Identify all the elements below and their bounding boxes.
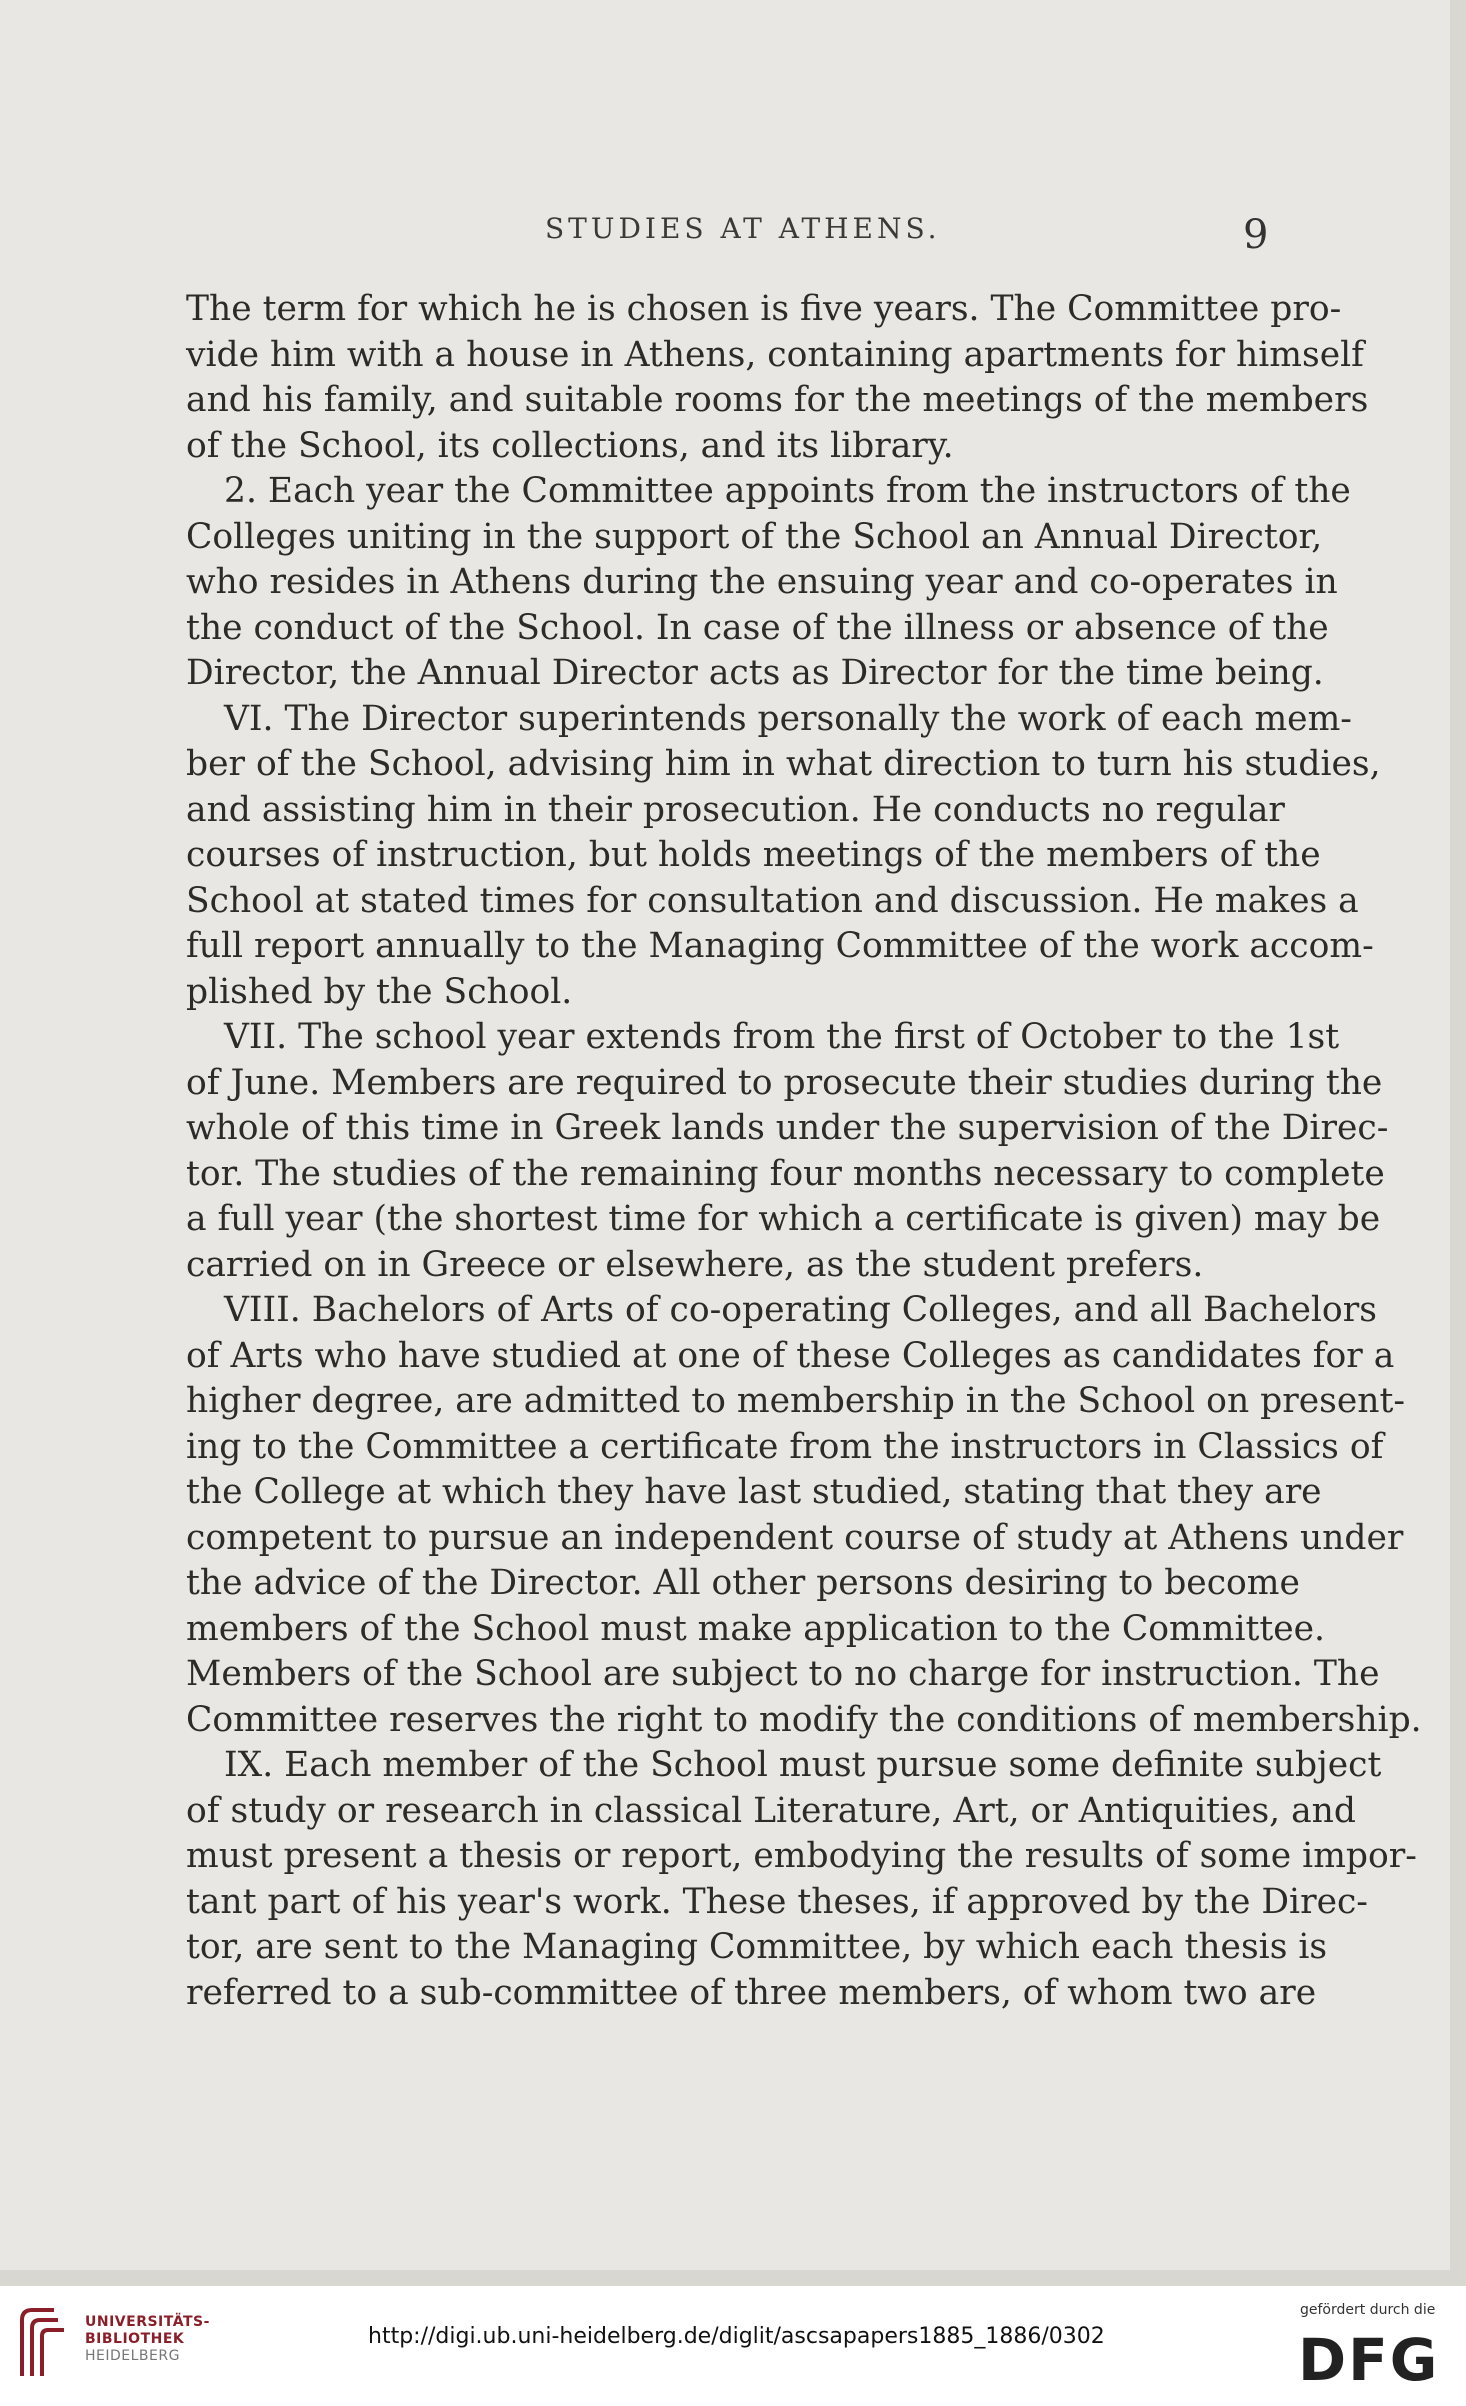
dfg-logo: DFG: [1298, 2326, 1440, 2394]
text-line: vide him with a house in Athens, containing apartments for himself: [186, 334, 1364, 375]
text-line: full report annually to the Managing Committee of the work accom-: [186, 926, 1374, 966]
text-line: and assisting him in their prosecution. He conducts no regular: [186, 789, 1285, 830]
text-line: a full year (the shortest time for which a certificate is given) may be: [186, 1199, 1381, 1239]
text-line: tor. The studies of the remaining four months necessary to complete: [186, 1153, 1385, 1194]
text-line: Colleges uniting in the support of the School an Annual Director,: [186, 516, 1323, 557]
text-line: the College at which they have last studied, stating that they are: [186, 1472, 1322, 1512]
text-line: tant part of his year's work. These theses, if approved by the Direc-: [186, 1881, 1368, 1922]
text-line: who resides in Athens during the ensuing year and co-operates in: [186, 562, 1338, 602]
text-line: and his family, and suitable rooms for the meetings of the members: [186, 380, 1369, 420]
text-line: of June. Members are required to prosecute their studies during the: [186, 1062, 1383, 1103]
text-line: ber of the School, advising him in what direction to turn his studies,: [186, 744, 1381, 784]
text-line: ing to the Committee a certificate from the instructors in Classics of: [186, 1426, 1384, 1467]
footer-bar: [0, 2286, 1466, 2406]
text-line: members of the School must make application to the Committee.: [186, 1608, 1326, 1649]
text-line: The term for which he is chosen is five years. The Committee pro-: [186, 289, 1342, 329]
body-text: [186, 287, 1422, 2016]
text-line: referred to a sub-committee of three members, of whom two are: [186, 1972, 1317, 2013]
text-line: of Arts who have studied at one of these Colleges as candidates for a: [186, 1335, 1395, 1376]
library-name-line: HEIDELBERG: [85, 2348, 180, 2364]
funding-caption: gefördert durch die: [1300, 2302, 1436, 2318]
library-name-line: BIBLIOTHEK: [85, 2331, 185, 2347]
text-line: higher degree, are admitted to membership in the School on present-: [186, 1381, 1405, 1421]
source-url[interactable]: http://digi.ub.uni-heidelberg.de/diglit/ascsapapers1885_1886/0302: [368, 2324, 1105, 2349]
text-line: tor, are sent to the Managing Committee, by which each thesis is: [186, 1927, 1328, 1967]
text-line: Director, the Annual Director acts as Director for the time being.: [186, 653, 1324, 693]
text-line: 2. Each year the Committee appoints from the instructors of the: [224, 471, 1351, 511]
text-line: IX. Each member of the School must pursue some definite subject: [224, 1745, 1382, 1785]
text-line: carried on in Greece or elsewhere, as the student prefers.: [186, 1244, 1204, 1285]
running-title: STUDIES AT ATHENS.: [545, 212, 941, 245]
text-line: whole of this time in Greek lands under the supervision of the Direc-: [186, 1108, 1389, 1148]
text-line: courses of instruction, but holds meetings of the members of the: [186, 835, 1321, 875]
university-library-logo-icon: [14, 2306, 72, 2378]
library-name-line: UNIVERSITÄTS-: [85, 2314, 210, 2330]
text-line: VI. The Director superintends personally the work of each mem-: [224, 698, 1352, 739]
text-line: the conduct of the School. In case of the illness or absence of the: [186, 607, 1329, 648]
text-line: of the School, its collections, and its library.: [186, 425, 954, 466]
page-number: 9: [1243, 212, 1269, 258]
text-line: VII. The school year extends from the first of October to the 1st: [224, 1017, 1340, 1057]
text-line: School at stated times for consultation and discussion. He makes a: [186, 880, 1359, 921]
text-line: Members of the School are subject to no charge for instruction. The: [186, 1654, 1380, 1694]
text-line: plished by the School.: [186, 971, 573, 1012]
library-name: [85, 2314, 210, 2365]
text-line: of study or research in classical Literature, Art, or Antiquities, and: [186, 1790, 1356, 1831]
text-line: the advice of the Director. All other persons desiring to become: [186, 1563, 1300, 1603]
text-line: Committee reserves the right to modify the conditions of membership.: [186, 1699, 1422, 1740]
text-line: competent to pursue an independent course of study at Athens under: [186, 1517, 1404, 1558]
text-line: must present a thesis or report, embodying the results of some impor-: [186, 1836, 1417, 1876]
text-line: VIII. Bachelors of Arts of co-operating Colleges, and all Bachelors: [224, 1290, 1377, 1330]
